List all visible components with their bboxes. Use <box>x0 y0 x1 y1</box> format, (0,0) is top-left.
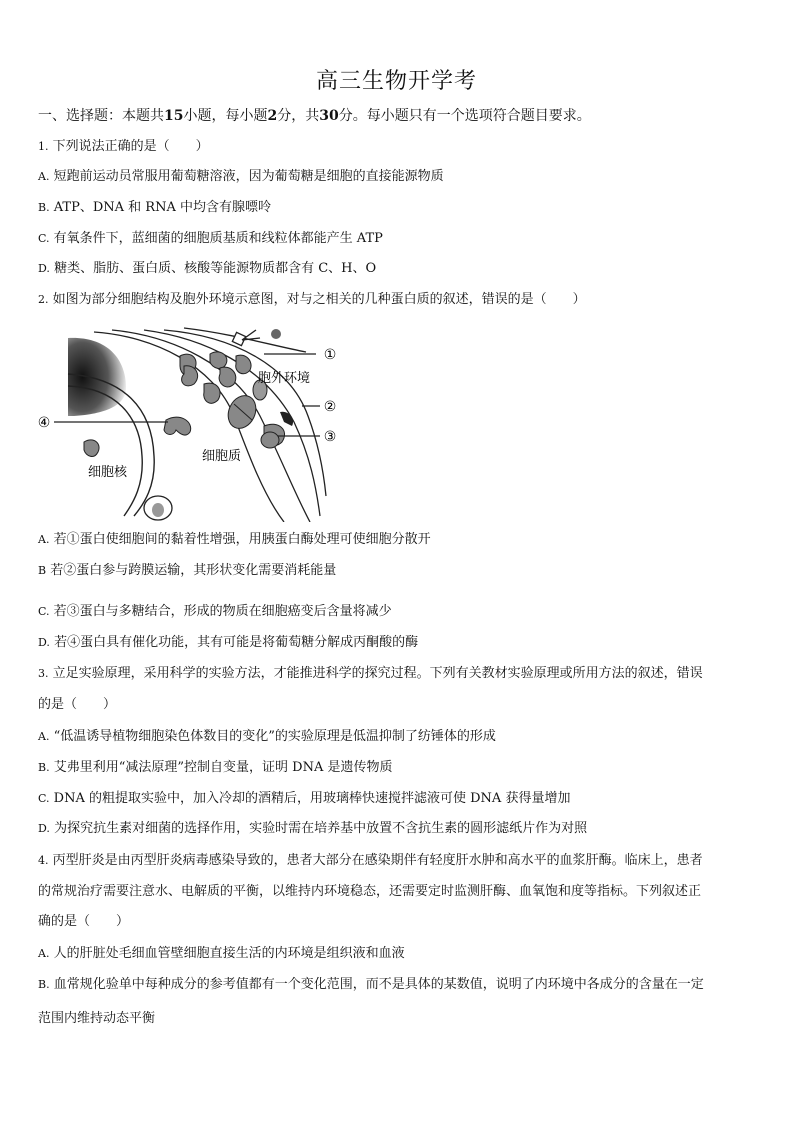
question-4-stem-line2: 的常规治疗需要注意水、电解质的平衡，以维持内环境稳态，还需要定时监测肝酶、血氧饱和度等指标。下列叙述正 <box>38 884 702 899</box>
q1-option-a: A. 短跑前运动员常服用葡萄糖溶液，因为葡萄糖是细胞的直接能源物质 <box>38 169 444 184</box>
page-title: 高三生物开学考 <box>315 69 477 94</box>
q2-option-a: A. 若①蛋白使细胞间的黏着性增强，用胰蛋白酶处理可使细胞分散开 <box>38 532 431 547</box>
q1-option-c: C. 有氧条件下，蓝细菌的细胞质基质和线粒体都能产生 ATP <box>38 231 383 246</box>
question-3-stem-line1: 3. 立足实验原理，采用科学的实验方法，才能推进科学的探究过程。下列有关教材实验原理或所用方法的叙述，错误 <box>38 666 703 681</box>
label-2: ② <box>323 399 337 415</box>
q1-option-b: B. ATP、DNA 和 RNA 中均含有腺嘌呤 <box>38 200 271 215</box>
section-heading: 一、选择题：本题共15小题，每小题2分，共30分。每小题只有一个选项符合题目要求。 <box>38 108 591 124</box>
question-1-stem: 1. 下列说法正确的是（ ） <box>38 139 209 154</box>
protein-4 <box>164 417 191 435</box>
label-3: ③ <box>323 429 337 445</box>
small-particle <box>271 329 281 339</box>
q3-option-c: C. DNA 的粗提取实验中，加入冷却的酒精后，用玻璃棒快速搅拌滤液可使 DNA 获得量增加 <box>38 791 571 806</box>
label-outside: 胞外环境 <box>258 371 311 386</box>
q2-option-c: C. 若③蛋白与多糖结合，形成的物质在细胞癌变后含量将减少 <box>38 604 392 619</box>
q1-option-d: D. 糖类、脂肪、蛋白质、核酸等能源物质都含有 C、H、O <box>38 261 377 276</box>
cell-structure-figure <box>34 326 344 522</box>
nucleus-shading <box>68 338 126 416</box>
label-nucleus: 细胞核 <box>88 465 128 480</box>
q2-option-b: B 若②蛋白参与跨膜运输，其形状变化需要消耗能量 <box>38 563 337 578</box>
question-3-stem-line2: 的是（ ） <box>38 697 117 712</box>
q3-option-a: A. “低温诱导植物细胞染色体数目的变化”的实验原理是低温抑制了纺锤体的形成 <box>38 729 496 744</box>
label-1: ① <box>323 347 337 363</box>
question-4-stem-line3: 确的是（ ） <box>38 914 130 929</box>
q2-option-d: D. 若④蛋白具有催化功能，其有可能是将葡萄糖分解成丙酮酸的酶 <box>38 635 419 650</box>
q4-option-b-line2: 范围内维持动态平衡 <box>38 1011 156 1026</box>
q3-option-d: D. 为探究抗生素对细菌的选择作用，实验时需在培养基中放置不含抗生素的圆形滤纸片作为对照 <box>38 821 588 836</box>
question-4-stem-line1: 4. 丙型肝炎是由丙型肝炎病毒感染导致的，患者大部分在感染期伴有轻度肝水肿和高水平的血浆肝酶。临床上，患者 <box>38 853 703 868</box>
question-2-stem: 2. 如图为部分细胞结构及胞外环境示意图，对与之相关的几种蛋白质的叙述，错误的是（ ） <box>38 292 586 307</box>
label-cytoplasm: 细胞质 <box>202 449 242 464</box>
q4-option-a: A. 人的肝脏处毛细血管壁细胞直接生活的内环境是组织液和血液 <box>38 946 405 961</box>
label-4: ④ <box>37 415 51 431</box>
q3-option-b: B. 艾弗里利用“减法原理”控制自变量，证明 DNA 是遗传物质 <box>38 760 393 775</box>
q4-option-b-line1: B. 血常规化验单中每种成分的参考值都有一个变化范围，而不是具体的某数值，说明了内环境中各成分的含量在一定 <box>38 977 704 992</box>
